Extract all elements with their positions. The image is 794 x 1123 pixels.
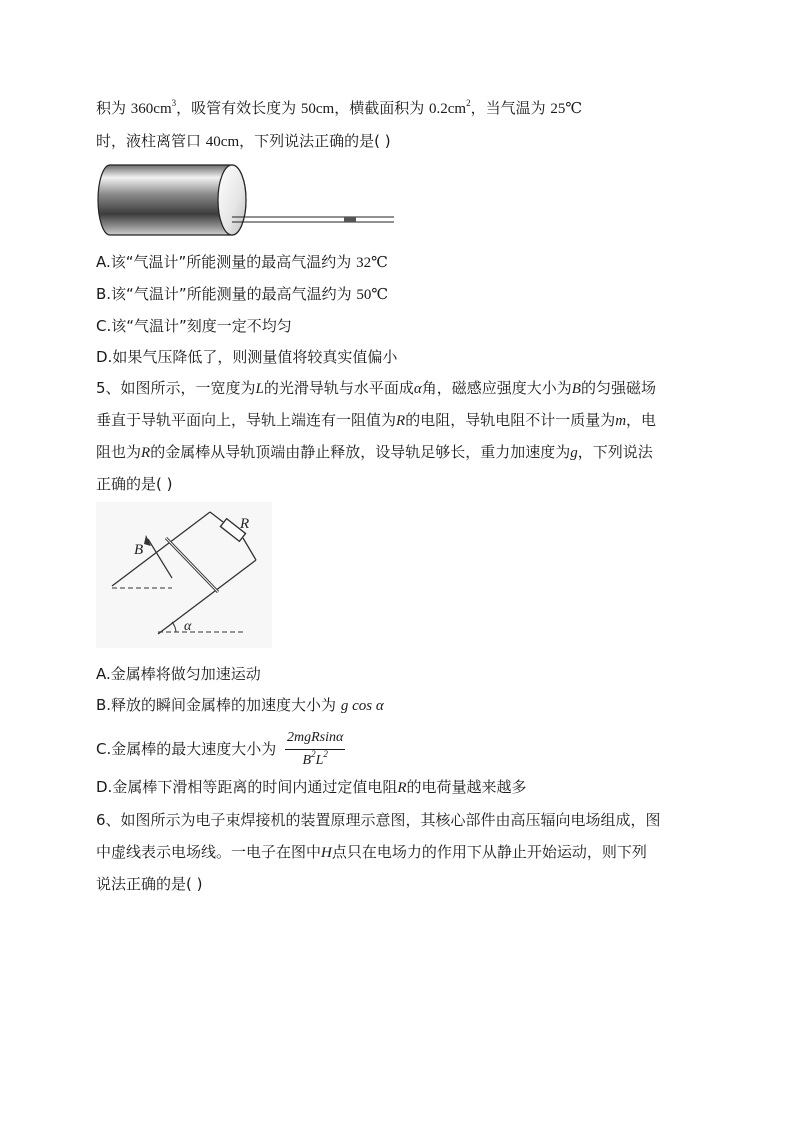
q4-option-d: D.如果气压降低了，则测量值将较真实值偏小 — [96, 348, 398, 366]
value-length: 50cm — [300, 101, 335, 117]
var: L — [315, 753, 324, 768]
var: g — [570, 445, 578, 461]
denominator — [285, 750, 345, 771]
text: A.该“气温计”所能测量的最高气温约为 — [96, 253, 357, 271]
superscript: 2 — [466, 98, 471, 108]
q4-stem-line1 — [96, 98, 582, 119]
q4-option-a — [96, 252, 388, 273]
resistor-label: R — [240, 516, 250, 532]
q5-option-a: A.金属棒将做匀加速运动 — [96, 665, 261, 683]
q5-option-d — [96, 777, 527, 798]
formula: g cos α — [340, 698, 384, 714]
thermometer-figure — [96, 162, 398, 238]
text: ，当气温为 — [470, 99, 551, 117]
text: B.该“气温计”所能测量的最高气温约为 — [96, 285, 357, 303]
var: R — [396, 413, 406, 429]
numerator: 2mgRsinα — [285, 728, 345, 750]
var: R — [141, 445, 151, 461]
text: 点只在电场力的作用下从静止开始运动，则下列 — [331, 843, 647, 861]
value-volume: 360cm — [130, 101, 172, 117]
text: 角，磁感应强度大小为 — [421, 379, 572, 397]
text: 的光滑导轨与水平面成 — [263, 379, 414, 397]
text: D.金属棒下滑相等距离的时间内通过定值电阻 — [96, 778, 398, 796]
var: m — [615, 413, 627, 429]
var: B — [571, 381, 581, 397]
text: 的电阻，导轨电阻不计一质量为 — [405, 411, 616, 429]
q5-stem-line2 — [96, 410, 656, 431]
text: 的匀强磁场 — [580, 379, 656, 397]
q4-option-b — [96, 284, 388, 305]
var: L — [255, 381, 264, 397]
text: C.金属棒的最大速度大小为 — [96, 740, 282, 758]
text: ，吸管有效长度为 — [176, 99, 301, 117]
exponent: 2 — [323, 749, 328, 759]
text: 的电荷量越来越多 — [406, 778, 527, 796]
q6-stem-line1: 6、如图所示为电子束焊接机的装置原理示意图，其核心部件由高压辐向电场组成，图 — [96, 811, 661, 829]
text: 时，液柱离管口 — [96, 132, 206, 150]
q5-option-b — [96, 695, 384, 716]
q6-stem-line3: 说法正确的是( ) — [96, 875, 203, 893]
q5-stem-line3 — [96, 442, 653, 463]
q4-option-c: C.该“气温计”刻度一定不均匀 — [96, 317, 292, 335]
text: ，下列说法 — [577, 443, 653, 461]
q5-stem-line1 — [96, 378, 656, 399]
value-temperature: 25℃ — [550, 101, 583, 117]
superscript: 3 — [171, 98, 177, 108]
q5-stem-line4: 正确的是( ) — [96, 475, 173, 493]
field-label: B — [134, 542, 144, 558]
text: ，电 — [626, 411, 657, 429]
text: ，横截面积为 — [334, 99, 429, 117]
q5-option-c — [96, 728, 345, 771]
text: 垂直于导轨平面向上，导轨上端连有一阻值为 — [96, 411, 397, 429]
var: B — [302, 753, 312, 768]
angle-label: α — [184, 619, 192, 634]
value-area: 0.2cm — [429, 101, 467, 117]
text: B.释放的瞬间金属棒的加速度大小为 — [96, 696, 341, 714]
fraction — [285, 728, 345, 771]
text: 阻也为 — [96, 443, 142, 461]
text: 中虚线表示电场线。一电子在图中 — [96, 843, 322, 861]
value: 32℃ — [356, 255, 388, 271]
value: 50℃ — [356, 287, 389, 303]
text: 积为 — [96, 99, 131, 117]
text: ，下列说法正确的是( ) — [239, 132, 391, 150]
q6-stem-line2 — [96, 842, 647, 863]
q4-stem-line2 — [96, 131, 391, 152]
incline-rail-figure — [96, 502, 272, 648]
text: 的金属棒从导轨顶端由静止释放，设导轨足够长，重力加速度为 — [150, 443, 571, 461]
text: 5、如图所示，一宽度为 — [96, 379, 256, 397]
var: α — [413, 381, 422, 397]
exponent: 2 — [311, 749, 316, 759]
value-distance: 40cm — [205, 134, 240, 150]
var: R — [397, 780, 407, 796]
var: H — [321, 845, 332, 861]
